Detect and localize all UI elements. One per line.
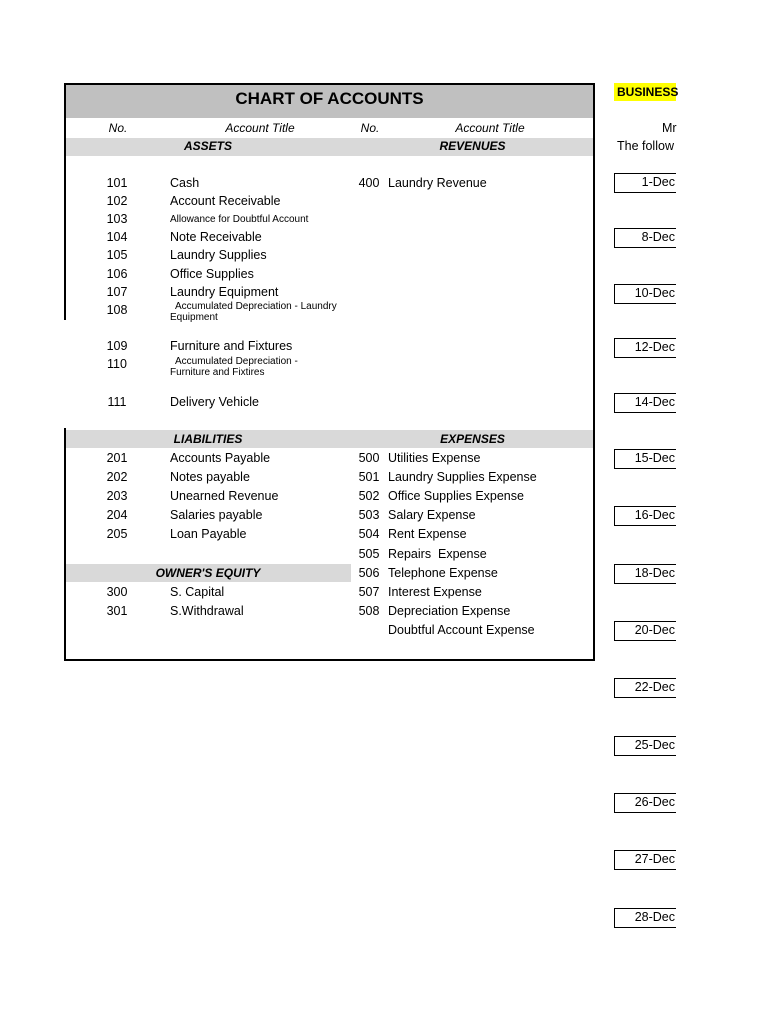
section-liabilities: LIABILITIES bbox=[173, 432, 243, 446]
liability-title: Accounts Payable bbox=[170, 451, 271, 465]
liability-no: 205 bbox=[106, 527, 128, 541]
liability-title: Salaries payable bbox=[170, 508, 263, 522]
date-cell[interactable] bbox=[614, 564, 676, 584]
date-cell[interactable] bbox=[614, 284, 676, 304]
mr-label: Mr bbox=[662, 121, 677, 135]
asset-no: 108 bbox=[106, 303, 128, 317]
date-cell[interactable] bbox=[614, 449, 676, 469]
date-cell[interactable] bbox=[614, 393, 676, 413]
liability-title: Notes payable bbox=[170, 470, 250, 484]
date-cell[interactable] bbox=[614, 850, 676, 870]
date-value: 18-Dec bbox=[634, 566, 675, 580]
date-cell[interactable] bbox=[614, 173, 676, 193]
col-header-no: No. bbox=[108, 121, 128, 135]
date-cell[interactable] bbox=[614, 338, 676, 358]
expense-title: Office Supplies Expense bbox=[388, 489, 524, 503]
date-cell[interactable] bbox=[614, 678, 676, 698]
liability-no: 201 bbox=[106, 451, 128, 465]
date-value: 8-Dec bbox=[641, 230, 675, 244]
asset-no: 109 bbox=[106, 339, 128, 353]
liability-title: Loan Payable bbox=[170, 527, 247, 541]
date-value: 20-Dec bbox=[634, 623, 675, 637]
expense-no: 505 bbox=[358, 547, 380, 561]
date-value: 25-Dec bbox=[634, 738, 675, 752]
asset-no: 104 bbox=[106, 230, 128, 244]
expense-title: Depreciation Expense bbox=[388, 604, 511, 618]
asset-title: Accumulated Depreciation - Furniture and Fixtires bbox=[170, 356, 298, 378]
expense-no: 504 bbox=[358, 527, 380, 541]
section-revenues: REVENUES bbox=[439, 139, 506, 153]
asset-title: Office Supplies bbox=[170, 267, 254, 281]
asset-title: Cash bbox=[170, 176, 200, 190]
expense-no: 506 bbox=[358, 566, 380, 580]
expense-title: Repairs Expense bbox=[388, 547, 487, 561]
asset-no: 111 bbox=[107, 395, 127, 409]
asset-no: 101 bbox=[106, 176, 128, 190]
following-text: The follow bbox=[617, 139, 674, 153]
col-header-no-2: No. bbox=[360, 121, 380, 135]
expense-no: 508 bbox=[358, 604, 380, 618]
expense-title: Utilities Expense bbox=[388, 451, 481, 465]
revenue-no: 400 bbox=[358, 176, 380, 190]
expense-title: Interest Expense bbox=[388, 585, 482, 599]
expense-no: 501 bbox=[358, 470, 380, 484]
date-value: 14-Dec bbox=[634, 395, 675, 409]
section-owners-equity: OWNER'S EQUITY bbox=[155, 566, 261, 580]
equity-title: S. Capital bbox=[170, 585, 225, 599]
liability-title: Unearned Revenue bbox=[170, 489, 279, 503]
date-value: 22-Dec bbox=[634, 680, 675, 694]
date-value: 27-Dec bbox=[634, 852, 675, 866]
chart-title: CHART OF ACCOUNTS bbox=[235, 89, 424, 108]
expense-no: 503 bbox=[358, 508, 380, 522]
date-value: 12-Dec bbox=[634, 340, 675, 354]
expense-no: 507 bbox=[358, 585, 380, 599]
asset-title: Laundry Equipment bbox=[170, 285, 279, 299]
asset-title: Account Receivable bbox=[170, 194, 281, 208]
asset-no: 102 bbox=[106, 194, 128, 208]
section-assets: ASSETS bbox=[183, 139, 232, 153]
asset-title: Accumulated Depreciation - Laundry Equipment bbox=[170, 301, 337, 323]
equity-no: 300 bbox=[106, 585, 128, 599]
date-cell[interactable] bbox=[614, 736, 676, 756]
col-header-title-2: Account Title bbox=[455, 121, 525, 135]
date-cell[interactable] bbox=[614, 506, 676, 526]
date-value: 10-Dec bbox=[634, 286, 675, 300]
asset-title: Delivery Vehicle bbox=[170, 395, 259, 409]
date-cell[interactable] bbox=[614, 621, 676, 641]
asset-no: 110 bbox=[107, 357, 127, 371]
asset-no: 106 bbox=[106, 267, 128, 281]
expense-no: 502 bbox=[358, 489, 380, 503]
asset-title: Laundry Supplies bbox=[170, 248, 267, 262]
liability-no: 202 bbox=[106, 470, 128, 484]
col-header-title: Account Title bbox=[225, 121, 295, 135]
business-label: BUSINESS bbox=[617, 85, 679, 99]
date-value: 28-Dec bbox=[634, 910, 675, 924]
date-value: 1-Dec bbox=[641, 175, 675, 189]
liability-no: 204 bbox=[106, 508, 128, 522]
asset-no: 105 bbox=[106, 248, 128, 262]
date-cell[interactable] bbox=[614, 908, 676, 928]
expense-title: Rent Expense bbox=[388, 527, 467, 541]
date-value: 16-Dec bbox=[634, 508, 675, 522]
asset-no: 107 bbox=[106, 285, 128, 299]
section-expenses: EXPENSES bbox=[440, 432, 505, 446]
equity-title: S.Withdrawal bbox=[170, 604, 244, 618]
liability-no: 203 bbox=[106, 489, 128, 503]
asset-title: Note Receivable bbox=[170, 230, 262, 244]
expense-no: 500 bbox=[358, 451, 380, 465]
date-cell[interactable] bbox=[614, 793, 676, 813]
asset-no: 103 bbox=[106, 212, 128, 226]
date-value: 26-Dec bbox=[634, 795, 675, 809]
date-cell[interactable] bbox=[614, 228, 676, 248]
expense-title: Telephone Expense bbox=[388, 566, 498, 580]
revenue-title: Laundry Revenue bbox=[388, 176, 487, 190]
frame-gap bbox=[62, 320, 68, 428]
asset-title: Allowance for Doubtful Account bbox=[170, 214, 309, 225]
expense-title: Salary Expense bbox=[388, 508, 476, 522]
date-value: 15-Dec bbox=[634, 451, 675, 465]
expense-title: Laundry Supplies Expense bbox=[388, 470, 537, 484]
asset-title: Furniture and Fixtures bbox=[170, 339, 293, 353]
equity-no: 301 bbox=[106, 604, 128, 618]
expense-title: Doubtful Account Expense bbox=[388, 623, 535, 637]
